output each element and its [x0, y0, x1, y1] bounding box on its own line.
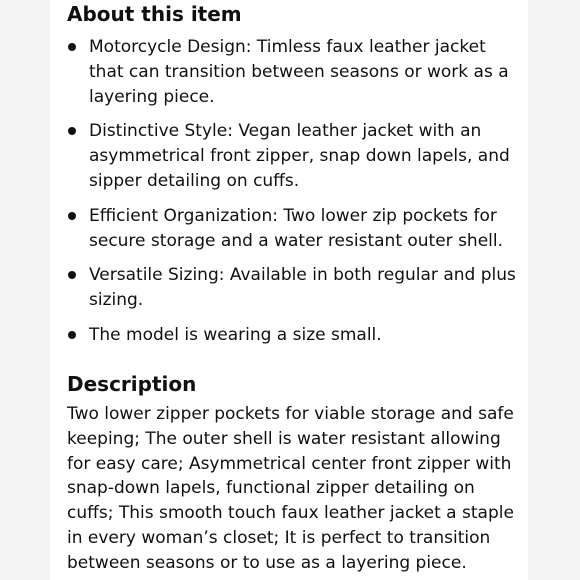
feature-bullet: [67, 204, 522, 254]
bullet-dot-icon: [68, 212, 76, 220]
bullet-dot-icon: [68, 127, 76, 135]
bullet-dot-icon: [68, 331, 76, 339]
feature-bullet: [67, 263, 522, 313]
feature-bullet: [67, 119, 522, 193]
product-details-card: [50, 0, 528, 580]
feature-bullet-text: Versatile Sizing: Available in both regular and plus sizing.: [89, 265, 516, 311]
feature-bullet-text: Distinctive Style: Vegan leather jacket with an asymmetrical front zipper, snap down lapels, and sipper detailing on cuffs.: [89, 121, 510, 191]
feature-bullet-text: Motorcycle Design: Timless faux leather jacket that can transition between seasons or work as a layering piece.: [89, 37, 509, 107]
feature-bullet: [67, 35, 522, 109]
about-this-item-heading: About this item: [67, 2, 242, 26]
feature-bullet-text: Efficient Organization: Two lower zip pockets for secure storage and a water resistant outer shell.: [89, 205, 504, 251]
description-text: Two lower zipper pockets for viable storage and safe keeping; The outer shell is water resistant allowing for easy care; Asymmetrical center front zipper with snap-down lapels, functional zipper detailing on cuffs; This smooth touch faux leather jacket a staple in every woman’s closet; It is perfect to transition between seasons or to use as a layering piece.: [67, 404, 514, 573]
description-heading: Description: [67, 372, 197, 396]
bullet-dot-icon: [68, 43, 76, 51]
feature-bullet-text: The model is wearing a size small.: [89, 324, 382, 345]
bullet-dot-icon: [68, 271, 76, 279]
feature-bullet: [67, 323, 522, 348]
feature-bullet-list: [67, 35, 522, 358]
